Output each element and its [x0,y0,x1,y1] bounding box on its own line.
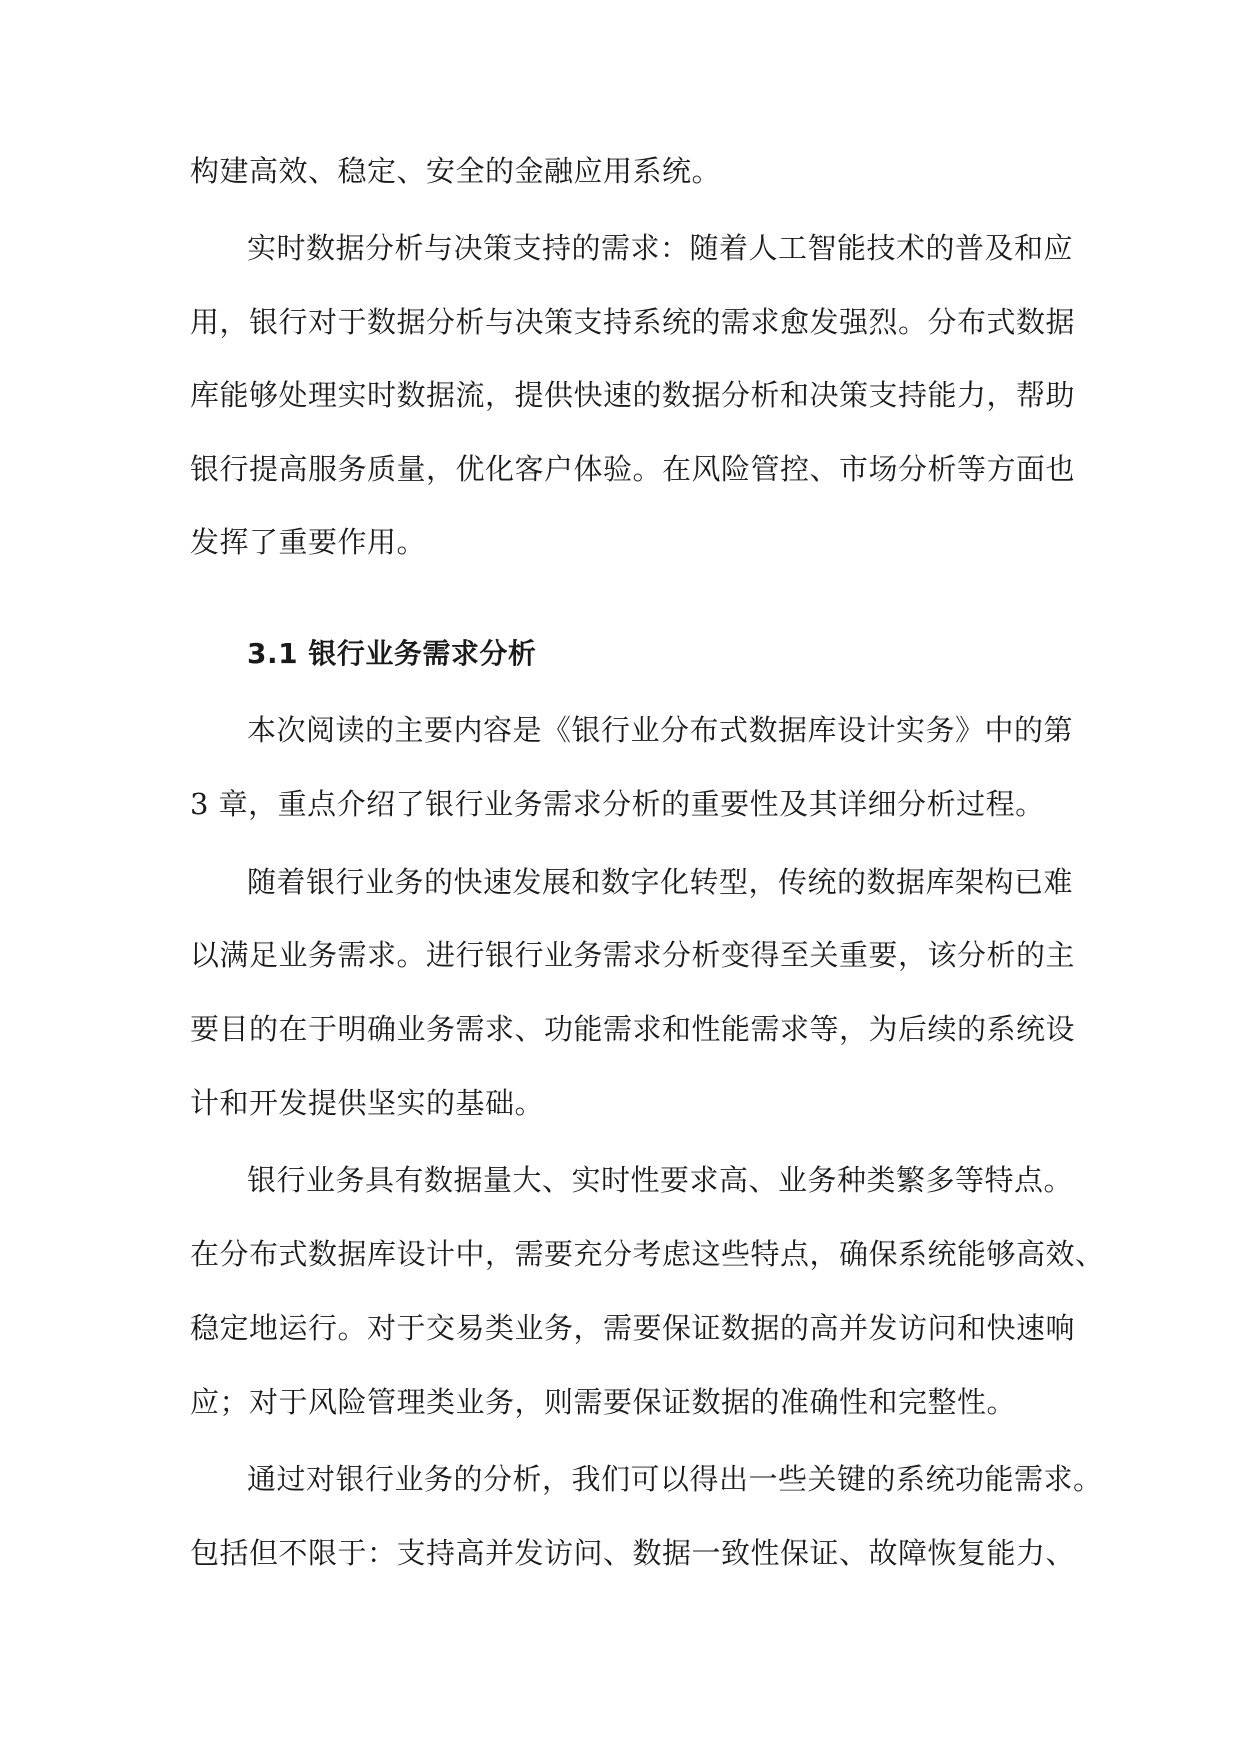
paragraph-line: 构建高效、稳定、安全的金融应用系统。 [190,154,722,188]
paragraph-line: 在分布式数据库设计中，需要充分考虑这些特点，确保系统能够高效、 [190,1237,1105,1271]
paragraph-line: 包括但不限于：支持高并发访问、数据一致性保证、故障恢复能力、 [190,1536,1076,1570]
paragraph-line: 随着银行业务的快速发展和数字化转型，传统的数据库架构已难 [247,865,1074,899]
paragraph-line: 库能够处理实时数据流，提供快速的数据分析和决策支持能力，帮助 [190,378,1076,412]
paragraph-line: 应；对于风险管理类业务，则需要保证数据的准确性和完整性。 [190,1385,1017,1419]
paragraph-line: 以满足业务需求。进行银行业务需求分析变得至关重要，该分析的主 [190,938,1076,972]
paragraph-line: 计和开发提供坚实的基础。 [190,1086,545,1120]
paragraph-line: 3 章，重点介绍了银行业务需求分析的重要性及其详细分析过程。 [190,787,1045,821]
section-heading: 3.1 银行业务需求分析 [247,637,537,670]
paragraph-line: 实时数据分析与决策支持的需求：随着人工智能技术的普及和应 [247,231,1074,265]
paragraph-line: 通过对银行业务的分析，我们可以得出一些关键的系统功能需求。 [247,1462,1103,1496]
paragraph-line: 银行业务具有数据量大、实时性要求高、业务种类繁多等特点。 [247,1163,1074,1197]
paragraph-line: 稳定地运行。对于交易类业务，需要保证数据的高并发访问和快速响 [190,1311,1076,1345]
paragraph-line: 要目的在于明确业务需求、功能需求和性能需求等，为后续的系统设 [190,1012,1076,1046]
paragraph-line: 本次阅读的主要内容是《银行业分布式数据库设计实务》中的第 [247,713,1074,747]
paragraph-line: 发挥了重要作用。 [190,525,427,559]
paragraph-line: 用，银行对于数据分析与决策支持系统的需求愈发强烈。分布式数据 [190,305,1076,339]
paragraph-line: 银行提高服务质量，优化客户体验。在风险管控、市场分析等方面也 [190,452,1076,486]
